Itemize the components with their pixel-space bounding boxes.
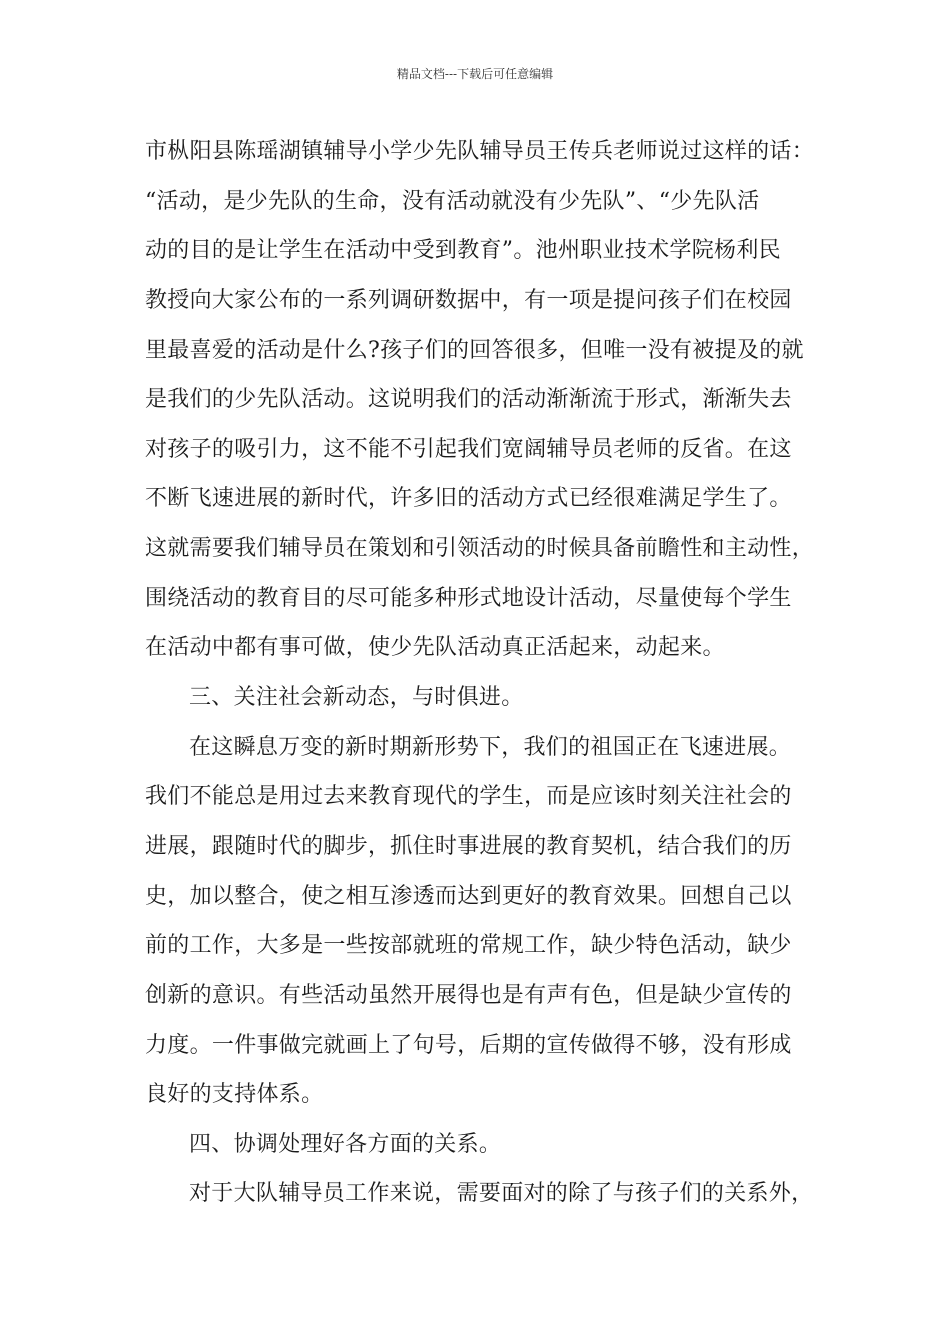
text-line: 是我们的少先队活动。这说明我们的活动渐渐流于形式，渐渐失去 bbox=[145, 387, 792, 413]
text-line: 在这瞬息万变的新时期新形势下，我们的祖国正在飞速进展。 bbox=[189, 734, 792, 760]
text-line: 里最喜爱的活动是什么?孩子们的回答很多，但唯一没有被提及的就 bbox=[145, 337, 804, 363]
page-header: 精品文档---下载后可任意编辑 bbox=[396, 67, 554, 81]
text-line: 史，加以整合，使之相互渗透而达到更好的教育效果。回想自己以 bbox=[145, 883, 792, 909]
text-line: 动的目的是让学生在活动中受到教育”。池州职业技术学院杨利民 bbox=[145, 238, 781, 264]
text-line: 对孩子的吸引力，这不能不引起我们宽阔辅导员老师的反省。在这 bbox=[145, 436, 792, 462]
text-line: 良好的支持体系。 bbox=[145, 1082, 324, 1108]
text-line: 我们不能总是用过去来教育现代的学生，而是应该时刻关注社会的 bbox=[145, 784, 792, 810]
text-line: 这就需要我们辅导员在策划和引领活动的时候具备前瞻性和主动性， bbox=[145, 536, 815, 562]
section-heading: 四、协调处理好各方面的关系。 bbox=[189, 1131, 502, 1157]
document-body bbox=[145, 134, 825, 1226]
text-line: 进展，跟随时代的脚步，抓住时事进展的教育契机，结合我们的历 bbox=[145, 833, 792, 859]
text-line: 不断飞速进展的新时代，许多旧的活动方式已经很难满足学生了。 bbox=[145, 486, 792, 512]
text-line: 在活动中都有事可做，使少先队活动真正活起来，动起来。 bbox=[145, 635, 725, 661]
text-line: 对于大队辅导员工作来说，需要面对的除了与孩子们的关系外， bbox=[189, 1181, 814, 1207]
text-line: 前的工作，大多是一些按部就班的常规工作，缺少特色活动，缺少 bbox=[145, 933, 792, 959]
text-line: 围绕活动的教育目的尽可能多种形式地设计活动，尽量使每个学生 bbox=[145, 585, 792, 611]
text-line: 力度。一件事做完就画上了句号，后期的宣传做得不够，没有形成 bbox=[145, 1032, 792, 1058]
section-heading: 三、关注社会新动态，与时俱进。 bbox=[189, 685, 524, 711]
text-line: 教授向大家公布的一系列调研数据中，有一项是提问孩子们在校园 bbox=[145, 287, 792, 313]
text-line: 创新的意识。有些活动虽然开展得也是有声有色，但是缺少宣传的 bbox=[145, 982, 792, 1008]
text-line: “活动，是少先队的生命，没有活动就没有少先队”、“少先队活 bbox=[145, 188, 760, 214]
text-line: 市枞阳县陈瑶湖镇辅导小学少先队辅导员王传兵老师说过这样的话： bbox=[145, 139, 815, 164]
